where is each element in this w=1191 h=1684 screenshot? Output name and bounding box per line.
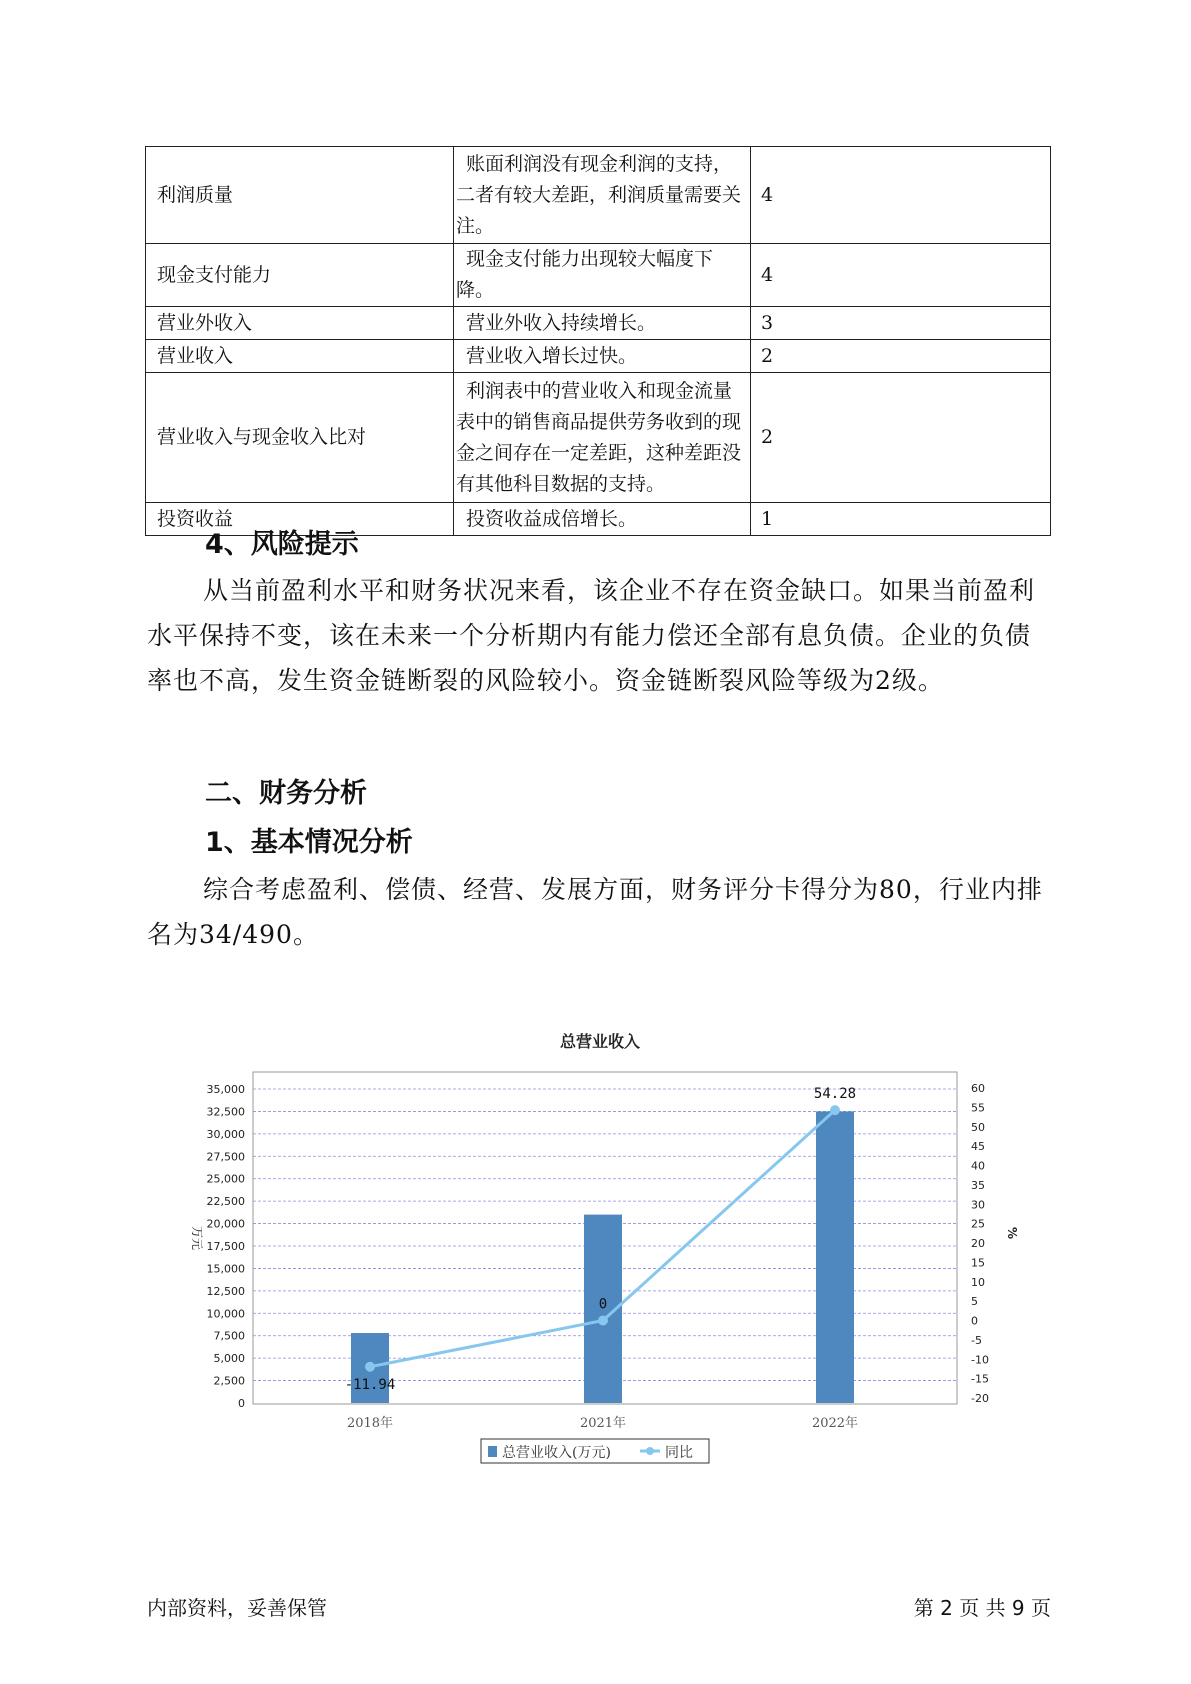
y2-tick-label: 30 — [971, 1198, 985, 1212]
y2-tick-label: 55 — [971, 1101, 985, 1115]
finance-heading: 二、财务分析 — [205, 778, 367, 809]
risk-description-cell: 现金支付能力出现较大幅度下降。 — [454, 244, 751, 307]
risk-table — [145, 146, 1051, 536]
y-tick-label: 25,000 — [206, 1172, 245, 1186]
risk-description-cell: 营业外收入持续增长。 — [454, 307, 751, 340]
x-tick-label: 2021年 — [579, 1416, 627, 1431]
y-tick-label: 27,500 — [206, 1150, 245, 1164]
risk-item-cell: 投资收益 — [146, 503, 454, 536]
y2-tick-label: -10 — [971, 1353, 989, 1367]
y2-tick-label: -5 — [971, 1333, 982, 1347]
table-row — [146, 340, 1051, 373]
y-tick-label: 12,500 — [206, 1284, 245, 1298]
y-tick-label: 22,500 — [206, 1195, 245, 1209]
y2-axis-label: % — [1005, 1226, 1019, 1240]
data-label: 0 — [598, 1296, 608, 1313]
y-tick-label: 7,500 — [213, 1329, 245, 1343]
y2-tick-label: 40 — [971, 1159, 985, 1173]
legend-bar-swatch — [488, 1446, 497, 1457]
bar — [816, 1111, 854, 1403]
risk-level-cell: 4 — [751, 147, 1051, 244]
y2-tick-label: 45 — [971, 1140, 985, 1154]
risk-level-cell: 2 — [751, 340, 1051, 373]
risk-description-cell: 账面利润没有现金利润的支持，二者有较大差距，利润质量需要关注。 — [454, 147, 751, 244]
y-tick-label: 2,500 — [213, 1374, 245, 1388]
risk-item-cell: 现金支付能力 — [146, 244, 454, 307]
y2-tick-label: 35 — [971, 1178, 985, 1192]
finance-paragraph: 综合考虑盈利、偿债、经营、发展方面，财务评分卡得分为80，行业内排名为34/490。 — [147, 875, 1043, 949]
table-row — [146, 307, 1051, 340]
y2-tick-label: 0 — [971, 1314, 978, 1328]
data-label: -11.94 — [344, 1376, 396, 1393]
x-tick-label: 2022年 — [811, 1416, 859, 1431]
y-tick-label: 0 — [238, 1397, 245, 1410]
data-label: 54.28 — [813, 1086, 857, 1103]
legend-line-label: 同比 — [665, 1445, 693, 1461]
y2-tick-label: 15 — [971, 1256, 985, 1270]
y-tick-label: 15,000 — [206, 1262, 245, 1276]
risk-level-cell: 1 — [751, 503, 1051, 536]
risk-description-cell: 投资收益成倍增长。 — [454, 503, 751, 536]
footer-confidential: 内部资料，妥善保管 — [147, 1596, 327, 1620]
risk-level-cell: 4 — [751, 244, 1051, 307]
y-tick-label: 5,000 — [213, 1352, 245, 1366]
y-tick-label: 20,000 — [206, 1217, 245, 1231]
risk-level-cell: 3 — [751, 307, 1051, 340]
risk-description-cell: 营业收入增长过快。 — [454, 340, 751, 373]
y-tick-label: 35,000 — [206, 1083, 245, 1096]
yoy-point — [598, 1316, 608, 1326]
legend-bar-label: 总营业收入(万元) — [502, 1445, 611, 1461]
legend-line-marker — [646, 1447, 654, 1455]
risk-paragraph: 从当前盈利水平和财务状况来看，该企业不存在资金缺口。如果当前盈利水平保持不变，该在未来一个分析期内有能力偿还全部有息负债。企业的负债率也不高，发生资金链断裂的风险较小。资金链断裂风险等级为2级。 — [147, 576, 1036, 695]
yoy-point — [830, 1105, 840, 1115]
table-row — [146, 373, 1051, 503]
risk-heading: 4、风险提示 — [205, 529, 359, 560]
x-tick-label: 2018年 — [346, 1416, 394, 1431]
y2-tick-label: 60 — [971, 1082, 985, 1095]
y2-tick-label: 5 — [971, 1295, 978, 1309]
risk-item-cell: 利润质量 — [146, 147, 454, 244]
yoy-point — [365, 1362, 375, 1372]
risk-description-cell: 利润表中的营业收入和现金流量表中的销售商品提供劳务收到的现金之间存在一定差距，这种差距没有其他科目数据的支持。 — [454, 373, 751, 503]
y2-tick-label: 50 — [971, 1120, 985, 1134]
y-tick-label: 17,500 — [206, 1240, 245, 1253]
y-tick-label: 10,000 — [206, 1307, 245, 1321]
y2-tick-label: 10 — [971, 1275, 985, 1289]
footer-page-number: 第 2 页 共 9 页 — [913, 1596, 1051, 1620]
basic-analysis-heading: 1、基本情况分析 — [205, 827, 413, 858]
y2-tick-label: -15 — [971, 1372, 989, 1386]
y2-tick-label: 20 — [971, 1237, 985, 1250]
y2-tick-label: 25 — [971, 1217, 985, 1231]
risk-level-cell: 2 — [751, 373, 1051, 503]
chart-title: 总营业收入 — [559, 1032, 641, 1051]
revenue-chart — [0, 1020, 1191, 1480]
y-tick-label: 32,500 — [206, 1105, 245, 1119]
y-axis-label: 万元 — [190, 1225, 204, 1251]
y2-tick-label: -20 — [971, 1392, 989, 1405]
table-row — [146, 147, 1051, 244]
risk-item-cell: 营业收入 — [146, 340, 454, 373]
risk-item-cell: 营业外收入 — [146, 307, 454, 340]
y-tick-label: 30,000 — [206, 1127, 245, 1141]
risk-item-cell: 营业收入与现金收入比对 — [146, 373, 454, 503]
table-row — [146, 244, 1051, 307]
